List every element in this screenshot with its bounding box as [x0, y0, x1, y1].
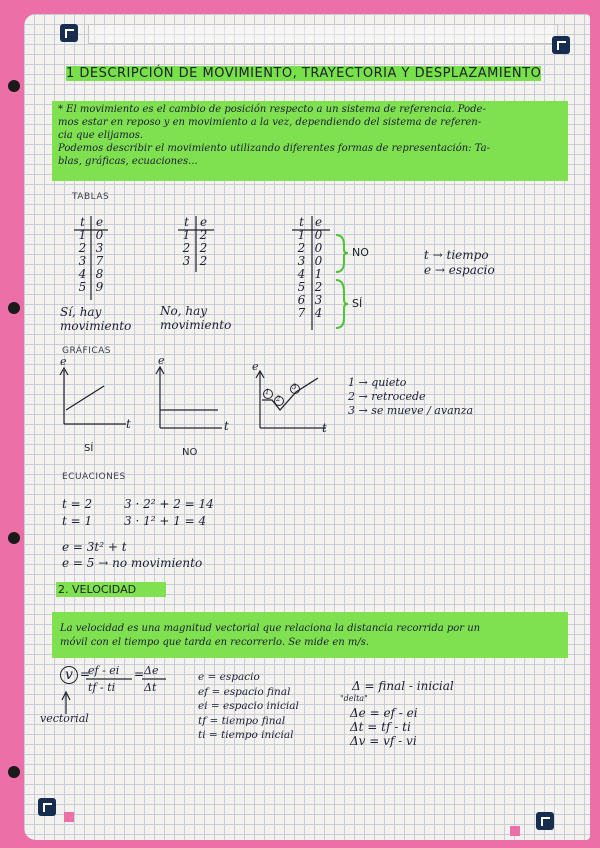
velocidad-intro: [60, 622, 564, 650]
table-cell: t: [299, 215, 304, 229]
delta-definition: Δ = final - inicial: [352, 679, 454, 693]
delta-equation: Δt = tf - ti: [350, 720, 411, 734]
table-cell: 2: [182, 241, 191, 255]
table-cell: 3: [182, 254, 191, 268]
ecuaciones-t-values: [62, 496, 92, 530]
graph-1-y-label: e: [60, 355, 67, 368]
definition-line: tf = tiempo final: [198, 714, 286, 727]
formula-denominator: tf - ti: [88, 681, 116, 694]
graph-1-caption: SÍ: [84, 443, 94, 454]
graph-3-y-label: e: [252, 360, 259, 373]
table-cell: 9: [95, 280, 104, 294]
delta-word: "delta": [340, 694, 368, 703]
table-cell: 3: [314, 293, 323, 307]
table-cell: 2: [199, 241, 208, 255]
legend-line: 3 → se mueve / avanza: [348, 404, 474, 417]
intro-line: Podemos describir el movimiento utilizando diferentes formas de representación: Ta-: [58, 143, 490, 154]
equation-line: t = 1: [62, 514, 93, 528]
legend-line: 2 → retrocede: [348, 390, 426, 403]
intro-line: La velocidad es una magnitud vectorial que relaciona la distancia recorrida por un: [60, 623, 481, 634]
formula-delta-denominator: Δt: [144, 681, 157, 694]
note-line: movimiento: [160, 318, 232, 332]
table-cell: 2: [314, 280, 323, 294]
table-cell: t: [80, 215, 85, 229]
table-cell: 3: [78, 254, 87, 268]
equation-line: t = 2: [62, 497, 93, 511]
legend-line: e → espacio: [424, 263, 495, 277]
graph-3-marker: 1: [265, 388, 270, 396]
table-cell: 0: [95, 228, 104, 242]
delta-equations: [350, 706, 418, 748]
graph-2-x-label: t: [224, 419, 229, 433]
ecuaciones-results: [124, 496, 214, 530]
table-cell: 7: [95, 254, 104, 268]
delta-equation: Δv = vf - vi: [350, 734, 417, 748]
equation-line: 3 · 2² + 2 = 14: [124, 497, 214, 511]
velocidad-title: 2. VELOCIDAD: [56, 582, 166, 597]
graph-3-marker: 3: [292, 383, 297, 391]
table-cell: 2: [199, 228, 208, 242]
intro-line: móvil con el tiempo que tarda en recorrerlo. Se mide en m/s.: [60, 637, 370, 648]
table-cell: 1: [182, 228, 191, 242]
note-line: movimiento: [60, 319, 132, 333]
table-cell: e: [314, 215, 323, 229]
note-line: Sí, hay: [60, 305, 102, 319]
note-line: No, hay: [160, 304, 208, 318]
tablas-legend: [424, 248, 495, 278]
no-label: NO: [352, 246, 369, 259]
intro-line: blas, gráficas, ecuaciones...: [58, 156, 198, 167]
table-cell: 5: [78, 280, 87, 294]
ecuaciones-heading: ECUACIONES: [62, 472, 126, 482]
intro-line: mos estar en reposo y en movimiento a la vez, dependiendo del sistema de referen-: [58, 117, 482, 128]
velocidad-definitions: [198, 670, 299, 743]
graph-3-marker: 2: [276, 395, 281, 403]
table-cell: 0: [314, 228, 323, 242]
table-cell: 7: [297, 306, 306, 320]
table-cell: 4: [314, 306, 323, 320]
table-cell: e: [95, 215, 104, 229]
table-2-note: [160, 304, 231, 332]
table-cell: 0: [314, 254, 323, 268]
formula-delta-numerator: Δe: [144, 664, 159, 677]
table-cell: 1: [297, 228, 306, 242]
table-cell: 3: [95, 241, 104, 255]
formula-numerator: ef - ei: [88, 664, 120, 677]
table-cell: 0: [314, 241, 323, 255]
table-cell: 4: [78, 267, 87, 281]
delta-equation: Δe = ef - ei: [350, 706, 418, 720]
intro-line: cia que elijamos.: [58, 130, 144, 141]
definition-line: ef = espacio final: [198, 685, 291, 698]
table-3: [293, 216, 327, 320]
table-cell: 2: [78, 241, 87, 255]
graficas-legend: [348, 376, 473, 418]
legend-line: 1 → quieto: [348, 376, 407, 389]
definition-line: ti = tiempo inicial: [198, 729, 294, 741]
equation-line: e = 5 → no movimiento: [62, 556, 203, 570]
equation-line: 3 · 1² + 1 = 4: [124, 514, 207, 528]
graph-2-caption: NO: [182, 447, 198, 458]
tablas-heading: TABLAS: [72, 192, 110, 202]
table-cell: 2: [199, 254, 208, 268]
graficas-heading: GRÁFICAS: [62, 346, 112, 356]
equals-sign: =: [80, 667, 91, 681]
table-cell: 1: [78, 228, 87, 242]
table-cell: 4: [297, 267, 306, 281]
table-2: [178, 216, 212, 268]
table-cell: 6: [297, 293, 306, 307]
graph-3-x-label: t: [322, 421, 327, 435]
ecuaciones-formulas: [62, 539, 202, 571]
graph-2-y-label: e: [158, 354, 165, 367]
vectorial-label: vectorial: [40, 712, 89, 725]
velocity-symbol: v: [60, 666, 78, 684]
table-1: [74, 216, 108, 294]
definition-line: e = espacio: [198, 671, 260, 683]
table-cell: 1: [314, 267, 323, 281]
table-cell: 8: [95, 267, 104, 281]
legend-line: t → tiempo: [424, 248, 489, 262]
equals-sign: =: [134, 667, 145, 681]
intro-line: * El movimiento es el cambio de posición respecto a un sistema de referencia. Pode-: [58, 104, 486, 115]
table-cell: t: [184, 215, 189, 229]
definition-line: ei = espacio inicial: [198, 700, 299, 712]
table-cell: 3: [297, 254, 306, 268]
equation-line: e = 3t² + t: [62, 540, 127, 554]
graph-1-x-label: t: [126, 417, 131, 431]
table-cell: 5: [297, 280, 306, 294]
table-1-note: [60, 305, 131, 333]
title-highlight: 1 DESCRIPCIÓN DE MOVIMIENTO, TRAYECTORIA Y DESPLAZAMIENTO: [66, 66, 542, 81]
table-cell: e: [199, 215, 208, 229]
si-label: SÍ: [352, 297, 363, 310]
table-cell: 2: [297, 241, 306, 255]
